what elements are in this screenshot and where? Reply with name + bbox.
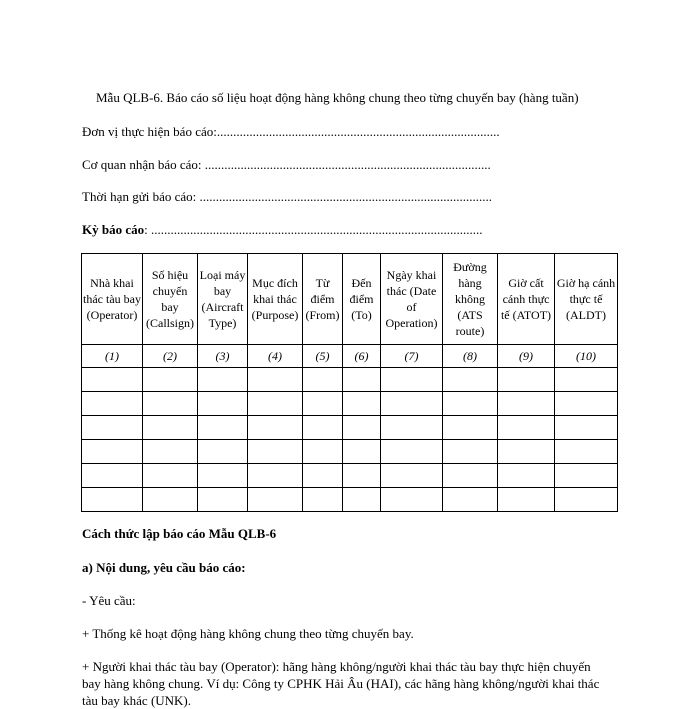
table-cell[interactable] xyxy=(143,464,198,488)
table-cell[interactable] xyxy=(143,440,198,464)
requirement-label: - Yêu cầu: xyxy=(82,593,136,608)
table-cell[interactable] xyxy=(443,440,498,464)
table-cell[interactable] xyxy=(143,488,198,512)
column-number-row xyxy=(82,345,618,368)
table-cell[interactable] xyxy=(498,416,555,440)
table-row xyxy=(82,440,618,464)
table-cell[interactable] xyxy=(343,464,381,488)
table-cell[interactable] xyxy=(248,368,303,392)
table-cell[interactable] xyxy=(443,368,498,392)
table-cell[interactable] xyxy=(303,368,343,392)
table-cell[interactable] xyxy=(555,488,618,512)
table-cell[interactable] xyxy=(198,392,248,416)
report-period-field xyxy=(82,222,483,238)
table-cell[interactable] xyxy=(498,368,555,392)
instructions-heading: Cách thức lập báo cáo Mẫu QLB-6 xyxy=(82,526,277,541)
instruction-item-2: + Người khai thác tàu bay (Operator): hãng hàng không/người khai thác tàu bay thực hiện chuyến bay hàng không chung. Ví dụ: Công ty CPHK Hải Âu (HAI), các hãng hàng không/người khai thác tàu bay khác (UNK). xyxy=(82,659,600,708)
table-cell[interactable] xyxy=(443,416,498,440)
table-cell[interactable] xyxy=(555,392,618,416)
table-cell[interactable] xyxy=(82,392,143,416)
column-number: (2) xyxy=(143,345,198,368)
table-cell[interactable] xyxy=(381,392,443,416)
receiving-agency-field: Cơ quan nhận báo cáo: ........................................................................................ xyxy=(82,157,491,172)
table-cell[interactable] xyxy=(303,392,343,416)
table-cell[interactable] xyxy=(248,392,303,416)
form-title: Mẫu QLB-6. Báo cáo số liệu hoạt động hàng không chung theo từng chuyến bay (hàng tuần) xyxy=(96,90,579,105)
column-header: Từ điểm (From) xyxy=(303,254,343,345)
table-cell[interactable] xyxy=(555,464,618,488)
table-cell[interactable] xyxy=(381,488,443,512)
table-cell[interactable] xyxy=(143,368,198,392)
column-header: Đến điểm (To) xyxy=(343,254,381,345)
table-cell[interactable] xyxy=(555,440,618,464)
column-number: (9) xyxy=(498,345,555,368)
column-header: Ngày khai thác (Date of Operation) xyxy=(381,254,443,345)
table-cell[interactable] xyxy=(198,440,248,464)
column-number: (4) xyxy=(248,345,303,368)
column-number: (5) xyxy=(303,345,343,368)
table-row xyxy=(82,464,618,488)
table-cell[interactable] xyxy=(248,464,303,488)
table-cell[interactable] xyxy=(198,416,248,440)
table-cell[interactable] xyxy=(248,440,303,464)
column-header: Đường hàng không (ATS route) xyxy=(443,254,498,345)
column-number: (6) xyxy=(343,345,381,368)
table-cell[interactable] xyxy=(498,392,555,416)
table-cell[interactable] xyxy=(82,416,143,440)
table-cell[interactable] xyxy=(443,392,498,416)
table-cell[interactable] xyxy=(381,416,443,440)
table-cell[interactable] xyxy=(498,464,555,488)
table-row xyxy=(82,368,618,392)
table-cell[interactable] xyxy=(303,416,343,440)
column-header: Giờ cất cánh thực tế (ATOT) xyxy=(498,254,555,345)
column-header: Loại máy bay (Aircraft Type) xyxy=(198,254,248,345)
section-a-heading: a) Nội dung, yêu cầu báo cáo: xyxy=(82,560,246,575)
report-period-dots: : ...................................................................................................... xyxy=(144,222,483,237)
column-header: Mục đích khai thác (Purpose) xyxy=(248,254,303,345)
column-number: (10) xyxy=(555,345,618,368)
table-header-row xyxy=(82,254,618,345)
table-cell[interactable] xyxy=(343,440,381,464)
table-cell[interactable] xyxy=(198,464,248,488)
table-cell[interactable] xyxy=(498,488,555,512)
table-cell[interactable] xyxy=(381,368,443,392)
table-cell[interactable] xyxy=(198,488,248,512)
table-row xyxy=(82,488,618,512)
deadline-field: Thời hạn gửi báo cáo: .......................................................................................... xyxy=(82,189,493,204)
table-cell[interactable] xyxy=(343,392,381,416)
column-number: (3) xyxy=(198,345,248,368)
instruction-item-1: + Thống kê hoạt động hàng không chung theo từng chuyến bay. xyxy=(82,626,414,641)
table-cell[interactable] xyxy=(498,440,555,464)
table-cell[interactable] xyxy=(555,368,618,392)
flight-report-table xyxy=(81,253,618,512)
column-header: Số hiệu chuyến bay (Callsign) xyxy=(143,254,198,345)
column-number: (7) xyxy=(381,345,443,368)
table-cell[interactable] xyxy=(82,440,143,464)
table-cell[interactable] xyxy=(143,392,198,416)
table-row xyxy=(82,392,618,416)
table-cell[interactable] xyxy=(381,440,443,464)
table-cell[interactable] xyxy=(303,464,343,488)
table-cell[interactable] xyxy=(198,368,248,392)
table-cell[interactable] xyxy=(343,488,381,512)
column-header: Giờ hạ cánh thực tế (ALDT) xyxy=(555,254,618,345)
column-header: Nhà khai thác tàu bay (Operator) xyxy=(82,254,143,345)
table-cell[interactable] xyxy=(303,488,343,512)
table-cell[interactable] xyxy=(143,416,198,440)
table-cell[interactable] xyxy=(82,488,143,512)
column-number: (8) xyxy=(443,345,498,368)
table-cell[interactable] xyxy=(343,416,381,440)
report-period-label: Kỳ báo cáo xyxy=(82,222,145,237)
table-cell[interactable] xyxy=(82,464,143,488)
reporting-unit-field: Đơn vị thực hiện báo cáo:....................................................................................... xyxy=(82,124,500,139)
table-cell[interactable] xyxy=(248,416,303,440)
table-cell[interactable] xyxy=(443,464,498,488)
column-number: (1) xyxy=(82,345,143,368)
table-cell[interactable] xyxy=(381,464,443,488)
table-cell[interactable] xyxy=(443,488,498,512)
table-cell[interactable] xyxy=(555,416,618,440)
table-cell[interactable] xyxy=(343,368,381,392)
table-cell[interactable] xyxy=(82,368,143,392)
table-cell[interactable] xyxy=(248,488,303,512)
table-row xyxy=(82,416,618,440)
table-cell[interactable] xyxy=(303,440,343,464)
